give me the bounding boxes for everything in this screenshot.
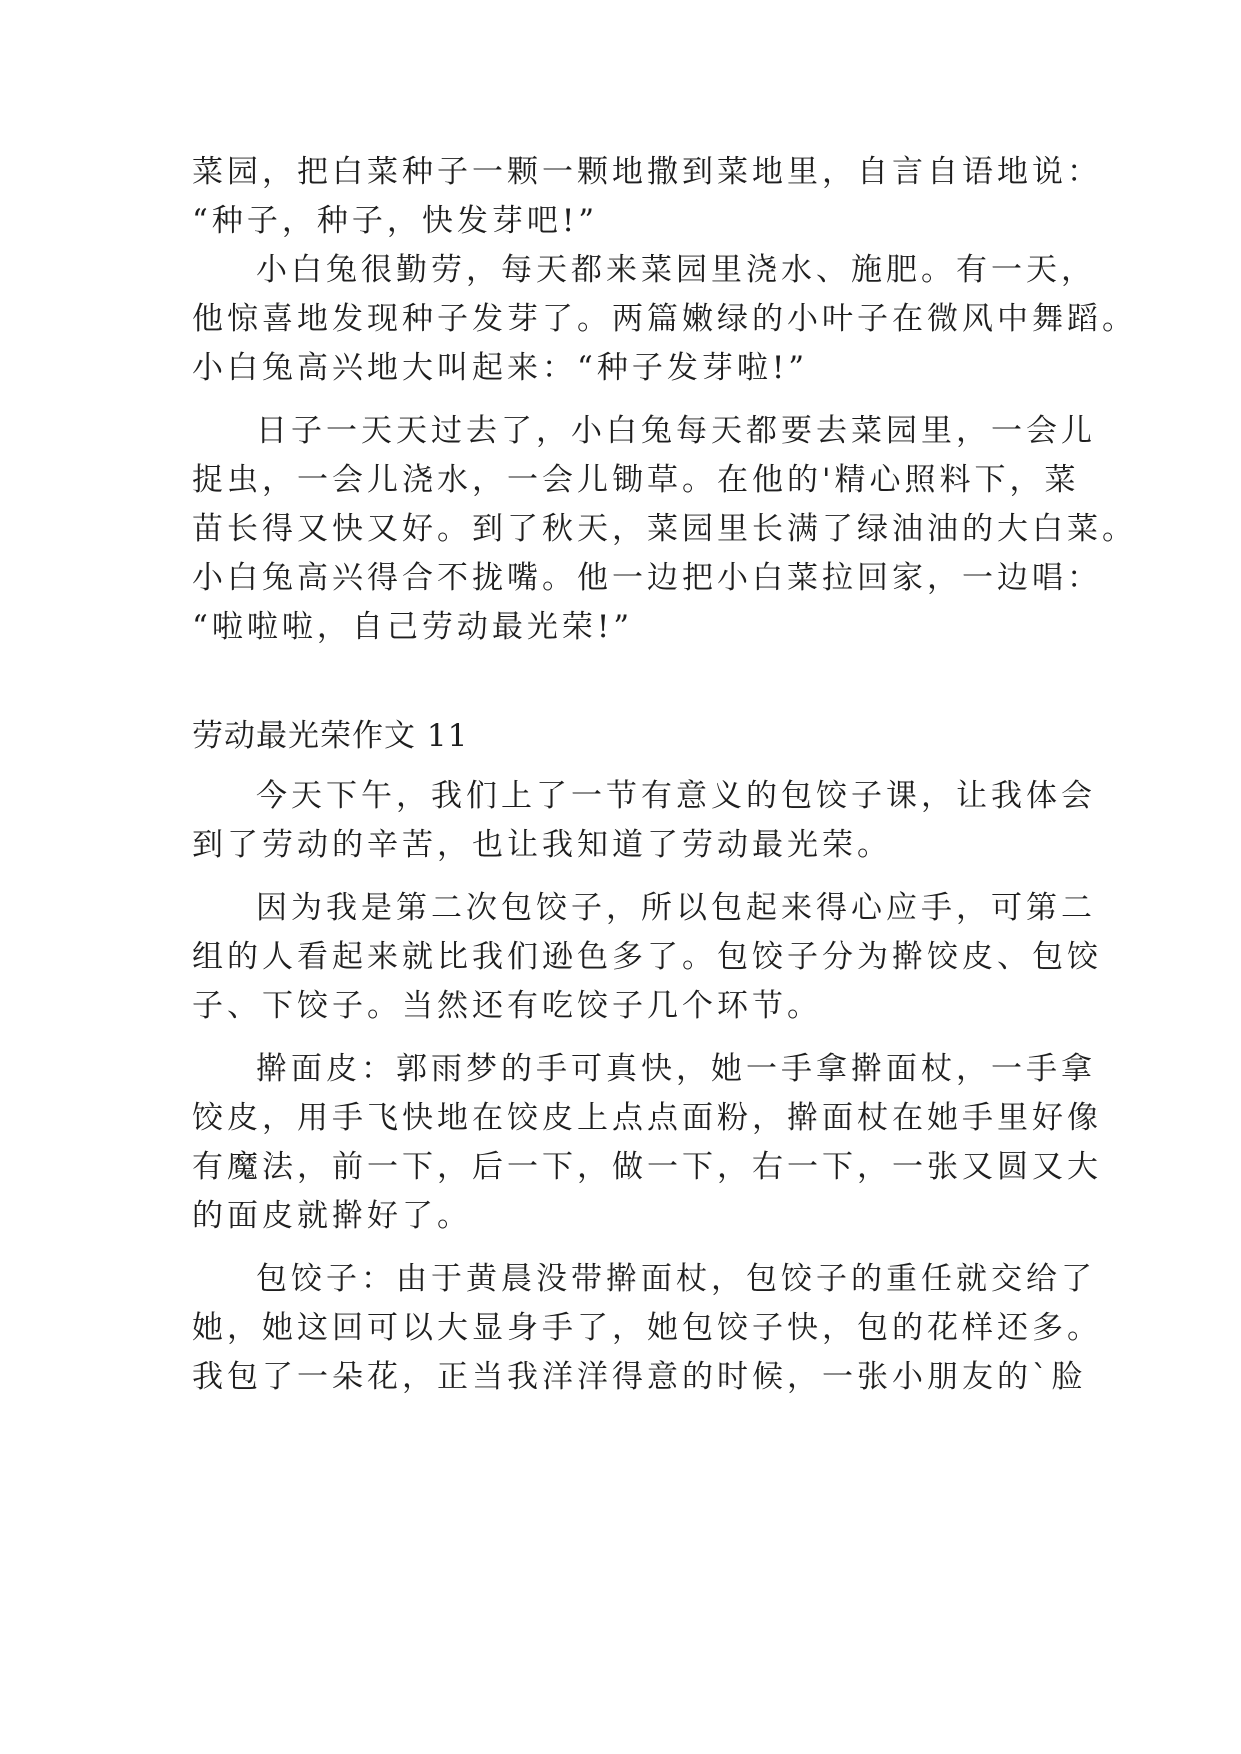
text-line: 擀面皮：郭雨梦的手可真快，她一手拿擀面杖，一手拿 — [256, 1051, 1096, 1087]
text-line: 饺皮，用手飞快地在饺皮上点点面粉，擀面杖在她手里好像 — [192, 1100, 1102, 1136]
text-line: 的面皮就擀好了。 — [192, 1198, 472, 1234]
text-line: 到了劳动的辛苦，也让我知道了劳动最光荣。 — [192, 827, 892, 863]
text-line: “种子，种子，快发芽吧!” — [192, 203, 599, 239]
text-line: “啦啦啦，自己劳动最光荣!” — [192, 609, 634, 645]
text-line: 我包了一朵花，正当我洋洋得意的时候，一张小朋友的`脸 — [192, 1359, 1087, 1395]
text-line: 今天下午，我们上了一节有意义的包饺子课，让我体会 — [256, 778, 1096, 814]
text-line: 组的人看起来就比我们逊色多了。包饺子分为擀饺皮、包饺 — [192, 939, 1102, 975]
text-line: 小白兔高兴地大叫起来：“种子发芽啦!” — [192, 350, 809, 386]
text-line: 包饺子：由于黄晨没带擀面杖，包饺子的重任就交给了 — [256, 1261, 1096, 1297]
text-line: 捉虫，一会儿浇水，一会儿锄草。在他的'精心照料下，菜 — [192, 462, 1080, 498]
text-line: 有魔法，前一下，后一下，做一下，右一下，一张又圆又大 — [192, 1149, 1102, 1185]
text-line: 小白兔高兴得合不拢嘴。他一边把小白菜拉回家，一边唱： — [192, 560, 1102, 596]
text-line: 他惊喜地发现种子发芽了。两篇嫩绿的小叶子在微风中舞蹈。 — [192, 301, 1137, 337]
text-line: 她，她这回可以大显身手了，她包饺子快，包的花样还多。 — [192, 1310, 1102, 1346]
section-heading: 劳动最光荣作文 11 — [192, 718, 469, 754]
text-line: 因为我是第二次包饺子，所以包起来得心应手，可第二 — [256, 890, 1096, 926]
text-line: 小白兔很勤劳，每天都来菜园里浇水、施肥。有一天， — [256, 252, 1096, 288]
text-line: 子、下饺子。当然还有吃饺子几个环节。 — [192, 988, 822, 1024]
text-line: 日子一天天过去了，小白兔每天都要去菜园里，一会儿 — [256, 413, 1096, 449]
text-line: 菜园，把白菜种子一颗一颗地撒到菜地里，自言自语地说： — [192, 154, 1102, 190]
text-line: 苗长得又快又好。到了秋天，菜园里长满了绿油油的大白菜。 — [192, 511, 1137, 547]
